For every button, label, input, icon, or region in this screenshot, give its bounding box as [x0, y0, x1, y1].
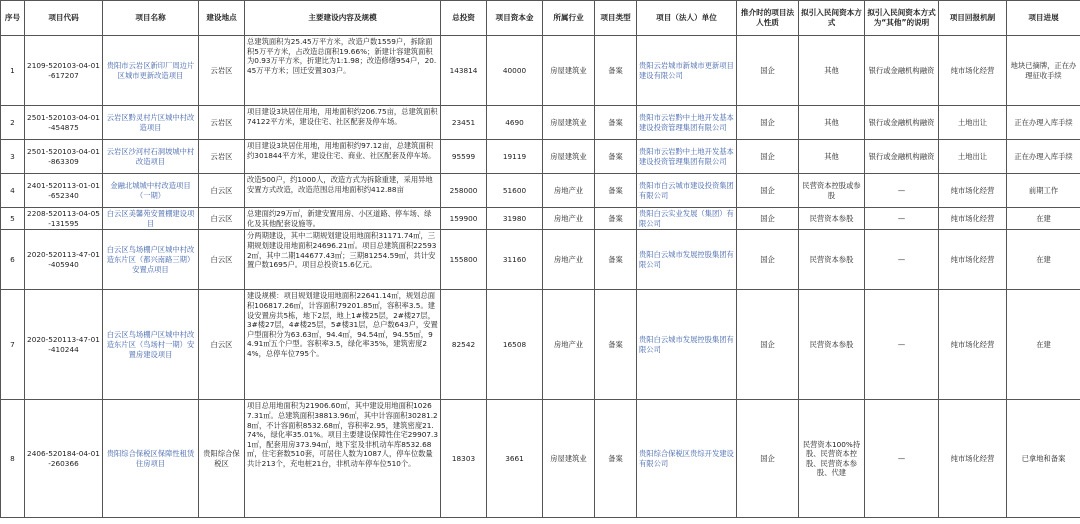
header-cell: 拟引入民间资本方式为“其他”的说明: [865, 1, 939, 36]
cell-type: 备案: [595, 230, 637, 290]
cell-industry: 房屋建筑业: [543, 106, 595, 140]
header-cell: 推介时的项目法人性质: [737, 1, 799, 36]
cell-other: 银行或金融机构融资: [865, 106, 939, 140]
cell-other: 银行或金融机构融资: [865, 36, 939, 106]
cell-invest: 143814: [441, 36, 487, 106]
cell-location: 云岩区: [199, 36, 245, 106]
cell-unit: 贵阳市白云城市建设投资集团有限公司: [637, 174, 737, 208]
cell-industry: 房地产业: [543, 174, 595, 208]
cell-no: 6: [1, 230, 25, 290]
table-row: [1, 400, 1080, 518]
cell-method: 民营资本控股或参股: [799, 174, 865, 208]
cell-industry: 房地产业: [543, 230, 595, 290]
cell-no: 2: [1, 106, 25, 140]
header-cell: 拟引入民间资本方式: [799, 1, 865, 36]
cell-content: 分两期建设，其中二期规划建设用地面积31171.74㎡，三期规划建设用地面积24696.21㎡。项目总建筑面积225932㎡，其中二期144677.43㎡；三期81254.59㎡，共计安置户数1695户。项目总投资15.6亿元。: [245, 230, 441, 290]
header-cell: 序号: [1, 1, 25, 36]
cell-industry: 房地产业: [543, 208, 595, 230]
table-row: [1, 174, 1080, 208]
cell-return: 纯市场化经营: [939, 400, 1007, 518]
header-cell: 项目名称: [103, 1, 199, 36]
cell-code: 2501-520103-04-01-863309: [25, 140, 103, 174]
cell-unit: 贵阳白云实业发展（集团）有限公司: [637, 208, 737, 230]
cell-type: 备案: [595, 400, 637, 518]
cell-type: 备案: [595, 174, 637, 208]
cell-return: 纯市场化经营: [939, 290, 1007, 400]
cell-location: 云岩区: [199, 106, 245, 140]
cell-content: 建设规模：项目规划建设用地面积22641.14㎡，规划总面积106817.26㎡，计容面积79201.85㎡，容积率3.5。建设安置房共5栋，地下2层，地上1#楼25层，2#楼27层，3#楼27层，4#楼25层，5#楼31层，总户数643户，安置户型面积分为63.63㎡，94.4㎡，94.54㎡，94.55㎡，94.91㎡五个户型。容积率3.5，绿化率35%，建筑密度24%，总停车位795个。: [245, 290, 441, 400]
cell-nature: 国企: [737, 290, 799, 400]
cell-name: 贵阳综合保税区保障性租赁住房项目: [103, 400, 199, 518]
cell-unit: 贵阳云岩城市新城市更新项目建设有限公司: [637, 36, 737, 106]
cell-type: 备案: [595, 208, 637, 230]
cell-other: —: [865, 230, 939, 290]
cell-code: 2020-520113-47-01-410244: [25, 290, 103, 400]
header-cell: 项目回报机制: [939, 1, 1007, 36]
cell-other: 银行或金融机构融资: [865, 140, 939, 174]
cell-nature: 国企: [737, 36, 799, 106]
cell-unit: 贵阳市云岩黔中土地开发基本建设投资管理集团有限公司: [637, 140, 737, 174]
cell-type: 备案: [595, 36, 637, 106]
cell-nature: 国企: [737, 174, 799, 208]
cell-no: 7: [1, 290, 25, 400]
table-row: [1, 230, 1080, 290]
cell-no: 5: [1, 208, 25, 230]
cell-progress: 前期工作: [1007, 174, 1080, 208]
header-cell: 所属行业: [543, 1, 595, 36]
cell-method: 民营资本100%持股、民营资本控股、民营资本参股、代建: [799, 400, 865, 518]
cell-nature: 国企: [737, 230, 799, 290]
cell-other: —: [865, 290, 939, 400]
header-row: [1, 1, 1080, 36]
cell-content: 改造500户，约1000人，改造方式为拆除重建，采用异地安置方式改造，改造范围总用地面积约412.88亩: [245, 174, 441, 208]
cell-name: 云岩区黔灵村片区城中村改造项目: [103, 106, 199, 140]
cell-no: 4: [1, 174, 25, 208]
cell-type: 备案: [595, 106, 637, 140]
header-cell: 项目类型: [595, 1, 637, 36]
cell-name: 白云区美馨苑安置棚建设项目: [103, 208, 199, 230]
cell-invest: 18303: [441, 400, 487, 518]
header-cell: 项目（法人）单位: [637, 1, 737, 36]
cell-nature: 国企: [737, 140, 799, 174]
cell-method: 其他: [799, 106, 865, 140]
cell-unit: 贵阳白云城市发展控股集团有限公司: [637, 290, 737, 400]
cell-content: 项目建设3块居住用地，用地面积约97.12亩，总建筑面积约301844平方米，建设住宅、商业、社区配套及停车场。: [245, 140, 441, 174]
cell-code: 2501-520103-04-01-454875: [25, 106, 103, 140]
cell-capital: 40000: [487, 36, 543, 106]
cell-progress: 在建: [1007, 208, 1080, 230]
cell-code: 2208-520113-04-05-131595: [25, 208, 103, 230]
cell-method: 其他: [799, 140, 865, 174]
header-cell: 项目进展: [1007, 1, 1080, 36]
cell-return: 纯市场化经营: [939, 230, 1007, 290]
cell-progress: 地块已摘牌，正在办理征收手续: [1007, 36, 1080, 106]
cell-unit: 贵阳综合保税区贵综开发建设有限公司: [637, 400, 737, 518]
cell-other: —: [865, 208, 939, 230]
cell-capital: 31980: [487, 208, 543, 230]
cell-name: 白云区鸟场棚户区城中村改造东片区（都兴南路三期）安置点项目: [103, 230, 199, 290]
cell-progress: 正在办理入库手续: [1007, 106, 1080, 140]
cell-invest: 23451: [441, 106, 487, 140]
cell-location: 白云区: [199, 208, 245, 230]
cell-no: 8: [1, 400, 25, 518]
cell-return: 土地出让: [939, 106, 1007, 140]
cell-other: —: [865, 400, 939, 518]
cell-capital: 16508: [487, 290, 543, 400]
cell-name: 金融北城城中村改造项目（一期）: [103, 174, 199, 208]
cell-no: 3: [1, 140, 25, 174]
cell-nature: 国企: [737, 400, 799, 518]
table-row: [1, 106, 1080, 140]
header-cell: 总投资: [441, 1, 487, 36]
cell-name: 云岩区沙河村石洞坡城中村改造项目: [103, 140, 199, 174]
header-cell: 项目代码: [25, 1, 103, 36]
cell-nature: 国企: [737, 208, 799, 230]
cell-location: 白云区: [199, 230, 245, 290]
cell-industry: 房屋建筑业: [543, 400, 595, 518]
cell-invest: 82542: [441, 290, 487, 400]
cell-invest: 159900: [441, 208, 487, 230]
cell-nature: 国企: [737, 106, 799, 140]
cell-location: 贵阳综合保税区: [199, 400, 245, 518]
cell-return: 土地出让: [939, 140, 1007, 174]
table-row: [1, 208, 1080, 230]
cell-location: 白云区: [199, 174, 245, 208]
cell-code: 2406-520184-04-01-260366: [25, 400, 103, 518]
table-row: [1, 290, 1080, 400]
cell-type: 备案: [595, 290, 637, 400]
cell-progress: 已拿地和备案: [1007, 400, 1080, 518]
header-cell: 主要建设内容及规模: [245, 1, 441, 36]
cell-return: 纯市场化经营: [939, 208, 1007, 230]
cell-location: 白云区: [199, 290, 245, 400]
cell-no: 1: [1, 36, 25, 106]
cell-industry: 房屋建筑业: [543, 36, 595, 106]
cell-code: 2401-520113-01-01-652340: [25, 174, 103, 208]
cell-capital: 31160: [487, 230, 543, 290]
cell-invest: 95599: [441, 140, 487, 174]
header-cell: 建设地点: [199, 1, 245, 36]
cell-name: 贵阳市云岩区新印厂周边片区城市更新改造项目: [103, 36, 199, 106]
cell-progress: 在建: [1007, 230, 1080, 290]
cell-industry: 房地产业: [543, 290, 595, 400]
cell-method: 民营资本参股: [799, 208, 865, 230]
cell-progress: 正在办理入库手续: [1007, 140, 1080, 174]
cell-industry: 房屋建筑业: [543, 140, 595, 174]
cell-content: 项目总用地面积为21906.60㎡，其中建设用地面积10267.31㎡。总建筑面积38813.96㎡，其中计容面积30281.28㎡，不计容面积8532.68㎡，容积率2.95，建筑密度21.74%，绿化率35.01%。项目主要建设保障性住宅29907.31㎡，配套用房373.94㎡，地下室及非机动车库8532.68㎡，住宅套数510套，可居住人数为1087人，停车位数量共计213个，充电桩21台，非机动车停车位510个。: [245, 400, 441, 518]
header-cell: 项目资本金: [487, 1, 543, 36]
table-row: [1, 140, 1080, 174]
cell-location: 云岩区: [199, 140, 245, 174]
cell-content: 项目建设3块居住用地，用地面积约206.75亩，总建筑面积74122平方米，建设住宅、社区配套及停车场。: [245, 106, 441, 140]
table-row: [1, 36, 1080, 106]
cell-progress: 在建: [1007, 290, 1080, 400]
cell-type: 备案: [595, 140, 637, 174]
cell-method: 其他: [799, 36, 865, 106]
cell-other: —: [865, 174, 939, 208]
cell-return: 纯市场化经营: [939, 36, 1007, 106]
cell-capital: 3661: [487, 400, 543, 518]
cell-capital: 19119: [487, 140, 543, 174]
cell-method: 民营资本参股: [799, 230, 865, 290]
cell-content: 总建筑面积为25.45万平方米，改造户数1559户，拆除面积5万平方米，占改造总面积19.66%；新建计容建筑面积为0.93万平方米，折建比为1:1.98；改造修缮954户，20.45万平方米；回迁安置303户。: [245, 36, 441, 106]
cell-name: 白云区鸟场棚户区城中村改造东片区（鸟场村一期）安置房建设项目: [103, 290, 199, 400]
cell-capital: 4690: [487, 106, 543, 140]
cell-unit: 贵阳市云岩黔中土地开发基本建设投资管理集团有限公司: [637, 106, 737, 140]
cell-invest: 155800: [441, 230, 487, 290]
cell-code: 2020-520113-47-01-405940: [25, 230, 103, 290]
cell-method: 民营资本参股: [799, 290, 865, 400]
cell-capital: 51600: [487, 174, 543, 208]
cell-content: 总建面约29万㎡，新建安置用房、小区道路、停车场、绿化及其他配套设施等。: [245, 208, 441, 230]
cell-unit: 贵阳白云城市发展控股集团有限公司: [637, 230, 737, 290]
cell-code: 2109-520103-04-01-617207: [25, 36, 103, 106]
cell-invest: 258000: [441, 174, 487, 208]
cell-return: 纯市场化经营: [939, 174, 1007, 208]
